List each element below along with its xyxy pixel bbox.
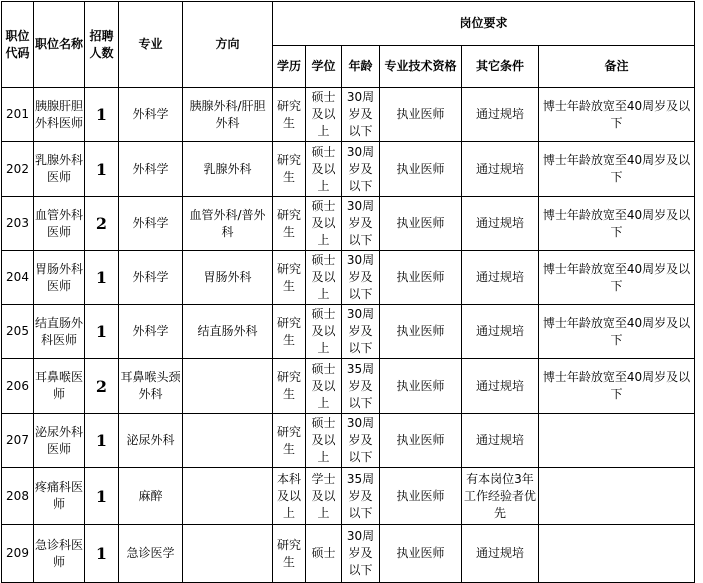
cell-age: 30周岁及以下 [342, 88, 380, 142]
cell-code: 202 [2, 142, 34, 197]
header-direction: 方向 [183, 2, 273, 88]
cell-direction: 血管外科/普外科 [183, 197, 273, 251]
table-row [2, 88, 695, 142]
header-major: 专业 [119, 2, 183, 88]
table-row [2, 142, 695, 197]
cell-code: 205 [2, 305, 34, 359]
cell-code: 208 [2, 468, 34, 525]
cell-qualification: 执业医师 [380, 468, 462, 525]
cell-name: 耳鼻喉医师 [34, 359, 85, 414]
cell-remarks: 博士年龄放宽至40周岁及以下 [539, 197, 695, 251]
header-requirements: 岗位要求 [273, 2, 695, 46]
table-row [2, 251, 695, 305]
cell-education: 研究生 [273, 414, 306, 468]
cell-education: 研究生 [273, 142, 306, 197]
cell-age: 30周岁及以下 [342, 197, 380, 251]
cell-direction: 乳腺外科 [183, 142, 273, 197]
cell-qualification: 执业医师 [380, 197, 462, 251]
cell-age: 30周岁及以下 [342, 414, 380, 468]
cell-age: 30周岁及以下 [342, 305, 380, 359]
cell-degree: 硕士及以上 [306, 305, 342, 359]
cell-qualification: 执业医师 [380, 88, 462, 142]
cell-direction [183, 468, 273, 525]
cell-qualification: 执业医师 [380, 251, 462, 305]
cell-major: 外科学 [119, 142, 183, 197]
cell-name: 急诊科医师 [34, 525, 85, 583]
cell-degree: 硕士及以上 [306, 197, 342, 251]
header-other: 其它条件 [462, 46, 539, 88]
cell-name: 疼痛科医师 [34, 468, 85, 525]
cell-code: 206 [2, 359, 34, 414]
cell-code: 207 [2, 414, 34, 468]
cell-education: 研究生 [273, 88, 306, 142]
cell-qualification: 执业医师 [380, 414, 462, 468]
cell-count: 1 [85, 251, 119, 305]
cell-major: 耳鼻喉头颈外科 [119, 359, 183, 414]
table-row [2, 359, 695, 414]
cell-major: 泌尿外科 [119, 414, 183, 468]
cell-degree: 硕士及以上 [306, 359, 342, 414]
cell-name: 胰腺肝胆外科医师 [34, 88, 85, 142]
cell-remarks [539, 525, 695, 583]
cell-remarks [539, 414, 695, 468]
cell-direction [183, 359, 273, 414]
cell-education: 本科及以上 [273, 468, 306, 525]
cell-other: 通过规培 [462, 525, 539, 583]
cell-degree: 硕士及以上 [306, 414, 342, 468]
cell-other: 通过规培 [462, 359, 539, 414]
cell-remarks: 博士年龄放宽至40周岁及以下 [539, 359, 695, 414]
cell-major: 麻醉 [119, 468, 183, 525]
cell-age: 30周岁及以下 [342, 142, 380, 197]
cell-age: 30周岁及以下 [342, 251, 380, 305]
cell-degree: 硕士及以上 [306, 251, 342, 305]
cell-age: 35周岁及以下 [342, 468, 380, 525]
cell-age: 35周岁及以下 [342, 359, 380, 414]
cell-education: 研究生 [273, 525, 306, 583]
cell-qualification: 执业医师 [380, 305, 462, 359]
cell-count: 1 [85, 468, 119, 525]
cell-direction [183, 414, 273, 468]
cell-remarks: 博士年龄放宽至40周岁及以下 [539, 88, 695, 142]
table-row [2, 305, 695, 359]
header-education: 学历 [273, 46, 306, 88]
cell-degree: 学士及以上 [306, 468, 342, 525]
cell-count: 2 [85, 197, 119, 251]
header-count: 招聘人数 [85, 2, 119, 88]
header-degree: 学位 [306, 46, 342, 88]
table-row [2, 197, 695, 251]
cell-major: 外科学 [119, 251, 183, 305]
cell-direction: 结直肠外科 [183, 305, 273, 359]
cell-count: 1 [85, 88, 119, 142]
cell-other: 通过规培 [462, 88, 539, 142]
header-name: 职位名称 [34, 2, 85, 88]
header-remarks: 备注 [539, 46, 695, 88]
cell-qualification: 执业医师 [380, 142, 462, 197]
cell-name: 乳腺外科医师 [34, 142, 85, 197]
cell-code: 204 [2, 251, 34, 305]
cell-other: 通过规培 [462, 305, 539, 359]
cell-remarks: 博士年龄放宽至40周岁及以下 [539, 251, 695, 305]
table-row [2, 525, 695, 583]
table-row [2, 468, 695, 525]
cell-other: 通过规培 [462, 251, 539, 305]
cell-education: 研究生 [273, 197, 306, 251]
cell-name: 泌尿外科医师 [34, 414, 85, 468]
cell-code: 209 [2, 525, 34, 583]
cell-code: 203 [2, 197, 34, 251]
cell-education: 研究生 [273, 359, 306, 414]
cell-degree: 硕士及以上 [306, 88, 342, 142]
cell-name: 胃肠外科医师 [34, 251, 85, 305]
cell-count: 1 [85, 305, 119, 359]
cell-count: 1 [85, 525, 119, 583]
cell-other: 通过规培 [462, 197, 539, 251]
cell-direction: 胃肠外科 [183, 251, 273, 305]
cell-degree: 硕士及以上 [306, 142, 342, 197]
cell-major: 外科学 [119, 197, 183, 251]
cell-other: 通过规培 [462, 414, 539, 468]
cell-count: 1 [85, 142, 119, 197]
cell-remarks: 博士年龄放宽至40周岁及以下 [539, 305, 695, 359]
header-code: 职位代码 [2, 2, 34, 88]
cell-code: 201 [2, 88, 34, 142]
header-row-1 [2, 2, 695, 46]
cell-education: 研究生 [273, 305, 306, 359]
cell-count: 2 [85, 359, 119, 414]
cell-direction: 胰腺外科/肝胆外科 [183, 88, 273, 142]
cell-name: 结直肠外科医师 [34, 305, 85, 359]
header-qualification: 专业技术资格 [380, 46, 462, 88]
header-age: 年龄 [342, 46, 380, 88]
cell-major: 外科学 [119, 305, 183, 359]
recruitment-table [1, 1, 695, 583]
cell-qualification: 执业医师 [380, 359, 462, 414]
cell-count: 1 [85, 414, 119, 468]
table-row [2, 414, 695, 468]
cell-name: 血管外科医师 [34, 197, 85, 251]
cell-degree: 硕士 [306, 525, 342, 583]
cell-qualification: 执业医师 [380, 525, 462, 583]
cell-remarks: 博士年龄放宽至40周岁及以下 [539, 142, 695, 197]
cell-education: 研究生 [273, 251, 306, 305]
cell-other: 有本岗位3年工作经验者优先 [462, 468, 539, 525]
cell-remarks [539, 468, 695, 525]
cell-age: 30周岁及以下 [342, 525, 380, 583]
cell-direction [183, 525, 273, 583]
cell-other: 通过规培 [462, 142, 539, 197]
cell-major: 急诊医学 [119, 525, 183, 583]
cell-major: 外科学 [119, 88, 183, 142]
